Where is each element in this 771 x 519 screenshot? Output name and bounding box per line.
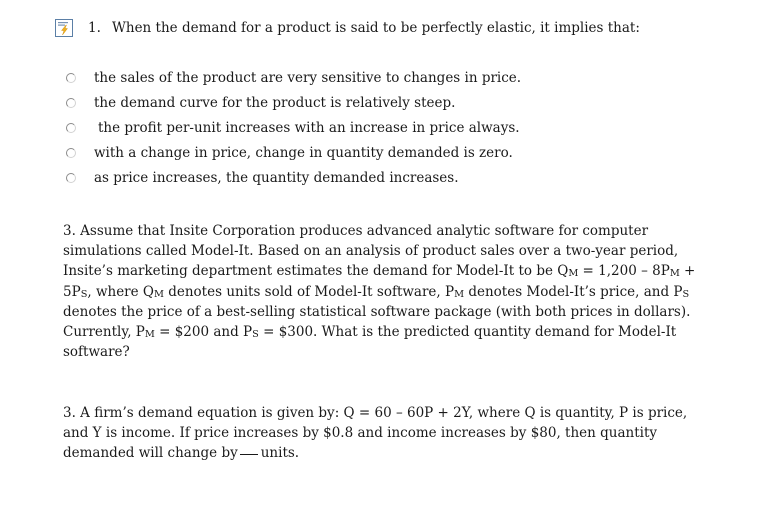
radio-button[interactable] bbox=[66, 73, 76, 83]
question-3-text: 3. Assume that Insite Corporation produces advanced analytic software for computer simulations called Model-It. Based on an analysis of product sales over a two-year period, Insite’s marketing department estimates the demand for Model-It to be $Q_M = 1,200 - 8P_M + 5P_S$, where $Q_M$ denotes units sold of Model-It software, $P_M$ denotes Model-It’s price, and $P_S$ denotes the price of a best-selling statistical software package (with both prices in dollars). Currently, $P_M$ = $200 and $P_S$ = $300. What is the predicted quantity demand for Model-It software? bbox=[63, 223, 696, 361]
answer-option-2[interactable] bbox=[66, 94, 455, 112]
option-label: the profit per-unit increases with an increase in price always. bbox=[98, 120, 520, 136]
option-label: the demand curve for the product is relatively steep. bbox=[94, 95, 456, 111]
radio-button[interactable] bbox=[66, 148, 76, 158]
answer-option-5[interactable] bbox=[66, 169, 459, 187]
answer-option-1[interactable] bbox=[66, 69, 521, 87]
radio-button[interactable] bbox=[66, 98, 76, 108]
question-edit-icon[interactable] bbox=[55, 19, 73, 37]
answer-blank bbox=[240, 454, 258, 455]
option-label: with a change in price, change in quantity demanded is zero. bbox=[94, 145, 513, 161]
radio-button[interactable] bbox=[66, 173, 76, 183]
question-stem: When the demand for a product is said to be perfectly elastic, it implies that: bbox=[112, 20, 640, 36]
option-label: the sales of the product are very sensitive to changes in price. bbox=[94, 70, 522, 86]
answer-option-4[interactable] bbox=[66, 144, 513, 162]
radio-button[interactable] bbox=[66, 123, 76, 133]
question-4-text: 3. A firm’s demand equation is given by: Q = 60 – 60P + 2Y, where Q is quantity, P is price, and Y is income. If price increases by $0.8 and income increases by $80, then quantity demanded will change by units. bbox=[63, 405, 688, 462]
question-number: 1. bbox=[88, 20, 101, 36]
answer-option-3[interactable] bbox=[66, 119, 520, 137]
option-label: as price increases, the quantity demanded increases. bbox=[94, 170, 459, 186]
